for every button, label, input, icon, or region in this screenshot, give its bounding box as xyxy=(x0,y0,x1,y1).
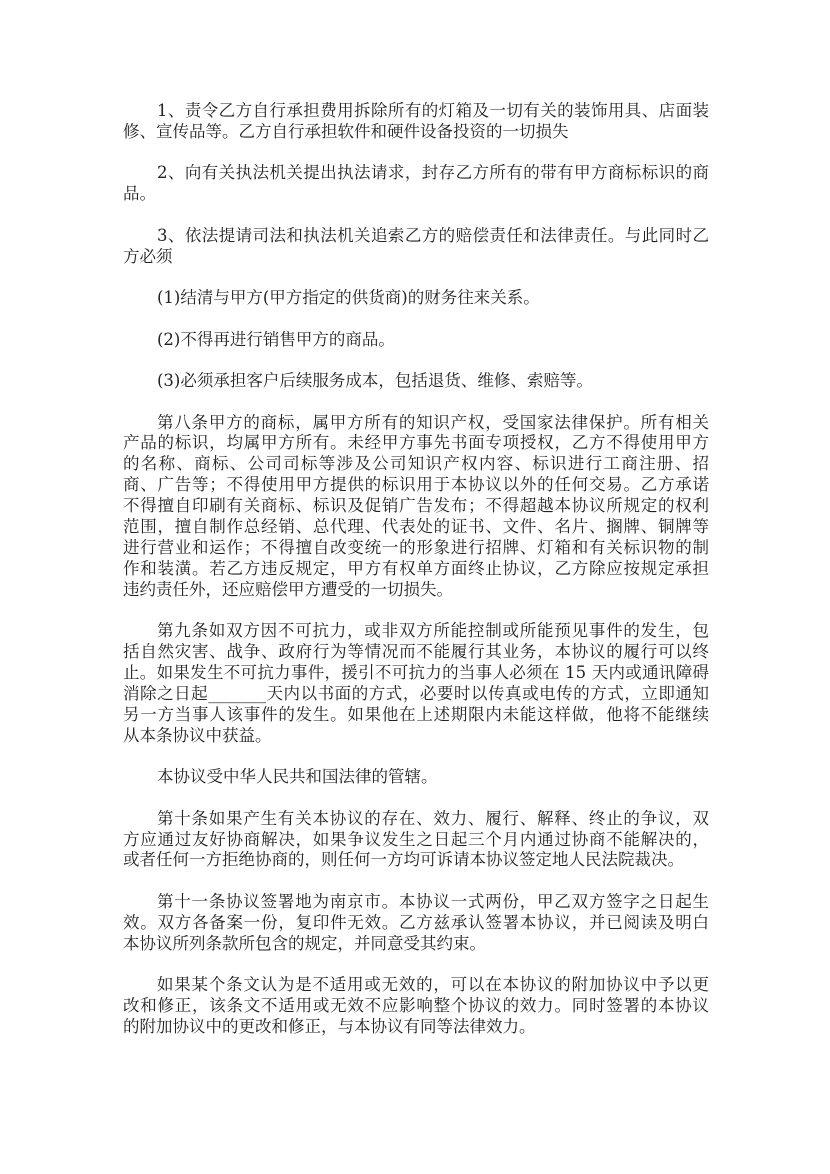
paragraph xyxy=(123,892,709,955)
text-line: 品。 xyxy=(123,184,156,204)
paragraph xyxy=(123,767,709,788)
paragraph xyxy=(123,975,709,1038)
text-line: 不得擅自印刷有关商标、标识及促销广告发布；不得超越本协议所规定的权利 xyxy=(123,496,709,516)
paragraph xyxy=(123,101,709,143)
text-line: 修、宣传品等。乙方自行承担软件和硬件设备投资的一切损失 xyxy=(123,121,569,141)
text-line: 括自然灾害、战争、政府行为等情况而不能履行其业务，本协议的履行可以终 xyxy=(123,642,709,662)
text-line: 的名称、商标、公司司标等涉及公司知识产权内容、标识进行工商注册、招 xyxy=(123,454,709,474)
text-line: 本协议受中华人民共和国法律的管辖。 xyxy=(157,767,438,787)
text-line: (1)结清与甲方(甲方指定的供货商)的财务往来关系。 xyxy=(157,288,540,308)
text-line: 范围，擅自制作总经销、总代理、代表处的证书、文件、名片、搁牌、铜牌等 xyxy=(123,517,709,537)
paragraph xyxy=(123,330,709,351)
text-line: 作和装潢。若乙方违反规定，甲方有权单方面终止协议，乙方除应按规定承担 xyxy=(123,558,709,578)
text-line: (3)必须承担客户后续服务成本，包括退货、维修、索赔等。 xyxy=(157,371,593,391)
paragraph xyxy=(123,288,709,309)
paragraph xyxy=(123,621,709,746)
text-line: 1、责令乙方自行承担费用拆除所有的灯箱及一切有关的装饰用具、店面装 xyxy=(157,101,709,120)
text-line: 产品的标识，均属甲方所有。未经甲方事先书面专项授权，乙方不得使用甲方 xyxy=(123,433,709,453)
text-line: 违约责任外，还应赔偿甲方遭受的一切损失。 xyxy=(123,579,453,599)
paragraph xyxy=(123,413,709,601)
text-line: 3、依法提请司法和执法机关追索乙方的赔偿责任和法律责任。与此同时乙 xyxy=(157,225,709,245)
text-line: 效。双方各备案一份，复印件无效。乙方兹承认签署本协议，并已阅读及明白 xyxy=(123,912,709,932)
text-line: 进行营业和运作；不得擅自改变统一的形象进行招牌、灯箱和有关标识物的制 xyxy=(123,537,709,557)
paragraph xyxy=(123,809,709,872)
text-line: 第九条如双方因不可抗力，或非双方所能控制或所能预见事件的发生，包 xyxy=(157,621,709,641)
text-line: 本协议所列条款所包含的规定，并同意受其约束。 xyxy=(123,933,486,953)
text-line: 改和修正，该条文不适用或无效不应影响整个协议的效力。同时签署的本协议 xyxy=(123,996,709,1016)
paragraph xyxy=(123,163,709,205)
text-line: 的附加协议中的更改和修正，与本协议有同等法律效力。 xyxy=(123,1016,536,1036)
text-line: 第十一条协议签署地为南京市。本协议一式两份，甲乙双方签字之日起生 xyxy=(157,891,709,911)
paragraph xyxy=(123,226,709,268)
text-line: 2、向有关执法机关提出执法请求，封存乙方所有的带有甲方商标标识的商 xyxy=(157,163,709,183)
text-line: 第十条如果产生有关本协议的存在、效力、履行、解释、终止的争议，双 xyxy=(157,808,709,828)
text-line: 如果某个条文认为是不适用或无效的，可以在本协议的附加协议中予以更 xyxy=(157,975,709,995)
text-line: 另一方当事人该事件的发生。如果他在上述期限内未能这样做，他将不能继续 xyxy=(123,704,709,724)
text-line: 第八条甲方的商标，属甲方所有的知识产权，受国家法律保护。所有相关 xyxy=(157,412,709,432)
text-line: 消除之日起_______天内以书面的方式，必要时以传真或电传的方式，立即通知 xyxy=(123,683,709,703)
text-line: 方必须 xyxy=(123,246,173,266)
text-line: (2)不得再进行销售甲方的商品。 xyxy=(157,329,395,349)
document-page xyxy=(123,101,709,1058)
text-line: 方应通过友好协商解决，如果争议发生之日起三个月内通过协商不能解决的， xyxy=(123,829,709,849)
text-line: 止。如果发生不可抗力事件，援引不可抗力的当事人必须在 15 天内或通讯障碍 xyxy=(123,662,709,682)
text-line: 或者任何一方拒绝协商的，则任何一方均可诉请本协议签定地人民法院裁决。 xyxy=(123,850,684,870)
paragraph xyxy=(123,371,709,392)
text-line: 商、广告等；不得使用甲方提供的标识用于本协议以外的任何交易。乙方承诺 xyxy=(123,475,709,495)
text-line: 从本条协议中获益。 xyxy=(123,725,272,745)
